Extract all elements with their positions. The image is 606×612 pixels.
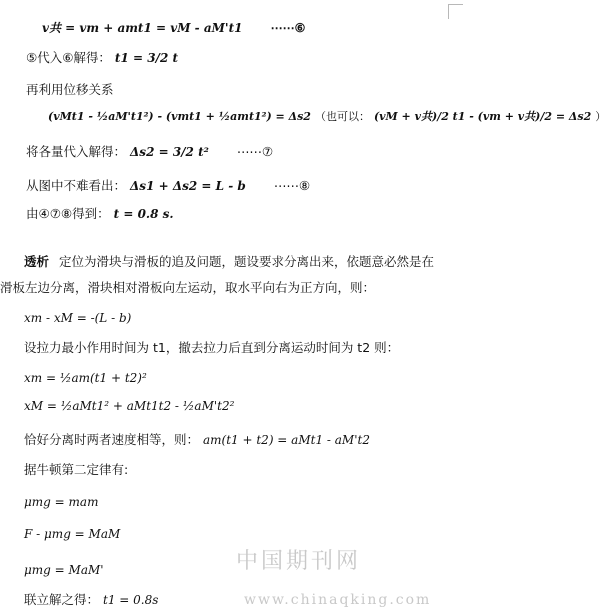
xm-equation-text: xm = ½am(t1 + t2)²: [24, 371, 147, 385]
equal-velocity-eq: am(t1 + t2) = aMt1 - aM't2: [203, 433, 370, 447]
final-result-lead: 联立解之得：: [24, 592, 100, 607]
analysis-heading: 透析: [24, 254, 50, 269]
solve-t1-lead: ⑤代入⑥解得：: [26, 50, 111, 65]
displacement-relation-text: 再利用位移关系: [26, 82, 114, 97]
final-result-eq: t1 = 0.8s: [103, 593, 159, 607]
analysis-line-1: [24, 254, 434, 270]
solve-t1-line: [26, 50, 178, 66]
relative-position-eq-text: xm - xM = -(L - b): [24, 311, 132, 325]
displacement-eq-main: (vMt1 - ½aM't1²) - (vmt1 + ½amt1²) = Δs2: [48, 110, 311, 123]
relative-position-eq: [24, 310, 131, 326]
friction-block-eq-text: μmg = mam: [24, 495, 99, 509]
equal-velocity-lead: 恰好分离时两者速度相等，则：: [24, 432, 200, 447]
friction-block-eq: [24, 494, 98, 510]
final-result-line: [24, 592, 158, 608]
displacement-note-eq: (vM + v共)/2 t1 - (vm + v共)/2 = Δs2: [373, 110, 592, 123]
time-definition-text: 设拉力最小作用时间为 t1，撤去拉力后直到分离运动时间为 t2 则：: [24, 340, 400, 355]
tag-8: ⋯⋯⑧: [273, 178, 311, 193]
xM-equation-text: xM = ½aMt1² + aMt1t2 - ½aM't2²: [24, 399, 235, 413]
substitute-eq: Δs2 = 3/2 t²: [130, 145, 209, 159]
displacement-relation-heading: [26, 82, 114, 98]
substitute-lead: 将各量代入解得：: [26, 144, 127, 159]
displacement-note-close: ）: [595, 110, 606, 123]
figure-observation-lead: 从图中不难看出：: [26, 178, 127, 193]
eq-v-common-text: v共 = vm + amt1 = vM - aM't1: [42, 21, 243, 35]
tag-7: ⋯⋯⑦: [236, 144, 274, 159]
analysis-line-2: [0, 280, 375, 296]
result-line: [26, 206, 174, 222]
board-force-eq: [24, 526, 120, 542]
page-corner-mark: [448, 4, 463, 19]
result-eq: t = 0.8 s.: [113, 207, 174, 221]
analysis-text-2: 滑板左边分离，滑块相对滑板向左运动，取水平向右为正方向，则：: [0, 280, 376, 295]
equal-velocity-line: [24, 432, 370, 448]
analysis-text-1: 定位为滑块与滑板的追及问题，题设要求分离出来，依题意必然是在: [59, 254, 435, 269]
result-lead: 由④⑦⑧得到：: [26, 206, 110, 221]
figure-observation-eq: Δs1 + Δs2 = L - b: [130, 179, 246, 193]
figure-observation-line: [26, 178, 310, 194]
newton-law-line: [24, 462, 128, 478]
xM-equation: [24, 398, 234, 414]
board-decel-eq-text: μmg = MaM': [24, 563, 104, 577]
xm-equation: [24, 370, 147, 386]
watermark-url: www.chinaqking.com: [244, 592, 432, 608]
eq-v-common: [42, 20, 305, 36]
displacement-note-open: （也可以：: [314, 110, 370, 123]
board-decel-eq: [24, 562, 104, 578]
watermark-cn: 中国期刊网: [236, 549, 362, 574]
time-definition-line: [24, 340, 399, 356]
tag-6: ⋯⋯⑥: [270, 21, 306, 35]
board-force-eq-text: F - μmg = MaM: [24, 527, 121, 541]
newton-law-text: 据牛顿第二定律有:: [24, 462, 129, 477]
displacement-equation: [48, 108, 606, 125]
solve-t1-eq: t1 = 3/2 t: [114, 51, 179, 65]
substitute-line: [26, 144, 273, 160]
